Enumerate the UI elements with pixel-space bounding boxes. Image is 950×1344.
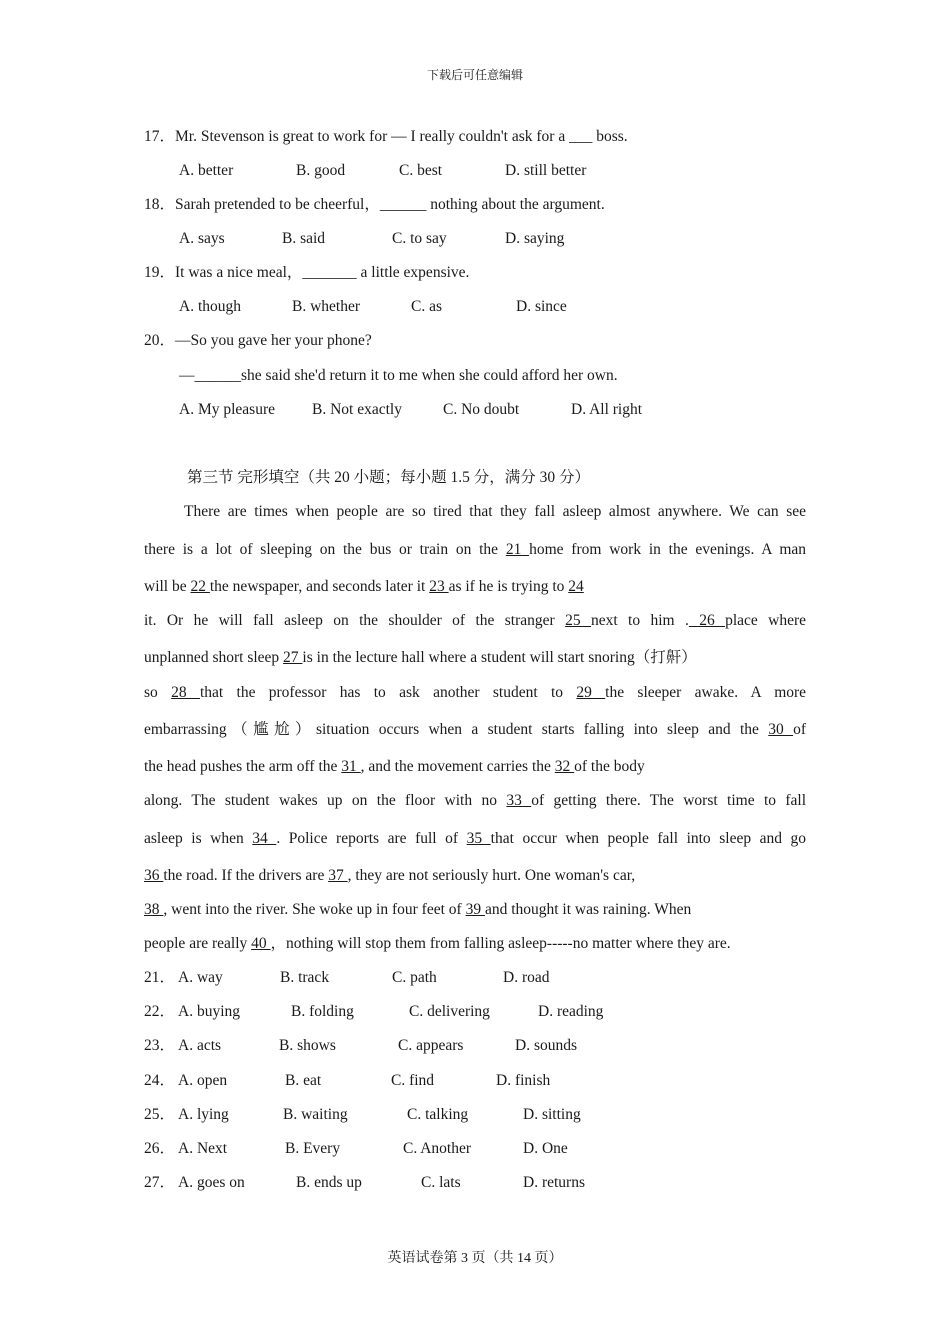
q23-option-b: B. shows <box>279 1037 336 1054</box>
q25-option-d: D. sitting <box>523 1106 581 1123</box>
q19-option-b: B. whether <box>292 298 361 315</box>
blank-21: 21 <box>505 541 530 558</box>
question-20-stem: 20．—So you gave her your phone? <box>144 332 372 349</box>
blank-38: 38 <box>144 901 164 918</box>
passage-line: the head pushes the arm off the 31 , and the movement carries the 32 of the body <box>144 758 645 775</box>
q21-option-d: D. road <box>503 969 550 986</box>
page-footer: 英语试卷第 3 页（共 14 页） <box>387 1251 563 1266</box>
passage-line: There are times when people are so tired that they fall asleep almost anywhere. We can see <box>184 503 806 520</box>
blank-28: 28 <box>171 684 200 701</box>
q27-option-d: D. returns <box>523 1174 585 1191</box>
q21-option-a: A. way <box>178 969 223 986</box>
blank-34: 34 <box>252 830 277 847</box>
section-title: 第三节 完形填空（共 20 小题；每小题 1.5 分，满分 30 分） <box>187 469 591 486</box>
q20-option-a: A. My pleasure <box>179 401 275 418</box>
passage-line: embarrassing（尴尬）situation occurs when a student starts falling into sleep and the 30 of <box>144 721 806 738</box>
q17-option-a: A. better <box>179 162 234 179</box>
blank-32: 32 <box>554 758 575 775</box>
question-22-number: 22． <box>144 1003 176 1020</box>
q18-option-b: B. said <box>282 230 326 247</box>
q24-option-d: D. finish <box>496 1072 551 1089</box>
q23-option-a: A. acts <box>178 1037 222 1054</box>
q17-option-d: D. still better <box>505 162 587 179</box>
passage-line: asleep is when 34 . Police reports are full of 35 that occur when people fall into sleep and go <box>144 830 807 847</box>
passage-line: 38 , went into the river. She woke up in four feet of 39 and thought it was raining. When <box>144 901 692 918</box>
q23-option-d: D. sounds <box>515 1037 578 1054</box>
blank-36: 36 <box>144 867 164 884</box>
passage-line: people are really 40 ，nothing will stop them from falling asleep-----no matter where they are. <box>144 935 731 952</box>
passage-line: it. Or he will fall asleep on the shoulder of the stranger 25 next to him . 26 place where <box>144 612 807 629</box>
q27-option-a: A. goes on <box>178 1174 245 1191</box>
q25-option-b: B. waiting <box>283 1106 348 1123</box>
q21-option-b: B. track <box>280 969 330 986</box>
passage-line: unplanned short sleep 27 is in the lecture hall where a student will start snoring（打鼾） <box>144 649 697 666</box>
question-17-stem: 17．Mr. Stevenson is great to work for — I really couldn't ask for a ___ boss. <box>144 128 628 145</box>
q22-option-d: D. reading <box>538 1003 604 1020</box>
q27-option-b: B. ends up <box>296 1174 362 1191</box>
q22-option-a: A. buying <box>178 1003 240 1020</box>
q17-option-b: B. good <box>296 162 346 179</box>
blank-39: 39 <box>465 901 485 918</box>
question-26-number: 26． <box>144 1140 176 1157</box>
blank-22: 22 <box>190 578 210 595</box>
page-header: 下载后可任意编辑 <box>426 68 523 82</box>
q24-option-c: C. find <box>391 1072 435 1089</box>
q20-option-b: B. Not exactly <box>312 401 402 418</box>
q24-option-b: B. eat <box>285 1072 322 1089</box>
blank-23: 23 <box>429 578 449 595</box>
q19-option-d: D. since <box>516 298 567 315</box>
q26-option-b: B. Every <box>285 1140 341 1157</box>
question-19-stem: 19．It was a nice meal，_______ a little expensive. <box>144 264 470 281</box>
q18-option-d: D. saying <box>505 230 565 247</box>
q24-option-a: A. open <box>178 1072 228 1089</box>
q25-option-c: C. talking <box>407 1106 469 1123</box>
passage-line: there is a lot of sleeping on the bus or train on the 21 home from work in the evenings. A man <box>144 541 807 558</box>
q27-option-c: C. lats <box>421 1174 461 1191</box>
question-20-stem-reply: —______she said she'd return it to me when she could afford her own. <box>179 367 618 384</box>
q20-option-c: C. No doubt <box>443 401 520 418</box>
q19-option-a: A. though <box>179 298 241 315</box>
question-18-stem: 18．Sarah pretended to be cheerful，______ nothing about the argument. <box>144 196 605 213</box>
q25-option-a: A. lying <box>178 1106 229 1123</box>
q18-option-a: A. says <box>179 230 225 247</box>
question-27-number: 27． <box>144 1174 176 1191</box>
q21-option-c: C. path <box>392 969 437 986</box>
blank-40: 40 <box>251 935 271 952</box>
passage-line: so 28 that the professor has to ask another student to 29 the sleeper awake. A more <box>144 684 807 701</box>
blank-33: 33 <box>506 792 532 809</box>
blank-35: 35 <box>466 830 491 847</box>
passage-line: along. The student wakes up on the floor with no 33 of getting there. The worst time to fall <box>144 792 807 809</box>
question-23-number: 23． <box>144 1037 176 1054</box>
passage-line: will be 22 the newspaper, and seconds later it 23 as if he is trying to 24 <box>144 578 584 595</box>
blank-26: 26 <box>688 612 726 629</box>
question-21-number: 21． <box>144 969 176 986</box>
q22-option-b: B. folding <box>291 1003 354 1020</box>
blank-37: 37 <box>328 867 348 884</box>
q26-option-c: C. Another <box>403 1140 472 1157</box>
question-25-number: 25． <box>144 1106 176 1123</box>
blank-25: 25 <box>565 612 591 629</box>
passage-line: 36 the road. If the drivers are 37 , they are not seriously hurt. One woman's car, <box>144 867 636 884</box>
q22-option-c: C. delivering <box>409 1003 490 1020</box>
question-24-number: 24． <box>144 1072 176 1089</box>
q26-option-d: D. One <box>523 1140 568 1157</box>
blank-30: 30 <box>768 721 794 738</box>
blank-31: 31 <box>341 758 361 775</box>
blank-27: 27 <box>283 649 303 666</box>
q18-option-c: C. to say <box>392 230 447 247</box>
q19-option-c: C. as <box>411 298 442 315</box>
blank-29: 29 <box>576 684 606 701</box>
q23-option-c: C. appears <box>398 1037 464 1054</box>
q17-option-c: C. best <box>399 162 443 179</box>
q20-option-d: D. All right <box>571 401 643 418</box>
q26-option-a: A. Next <box>178 1140 228 1157</box>
blank-24: 24 <box>568 578 584 595</box>
